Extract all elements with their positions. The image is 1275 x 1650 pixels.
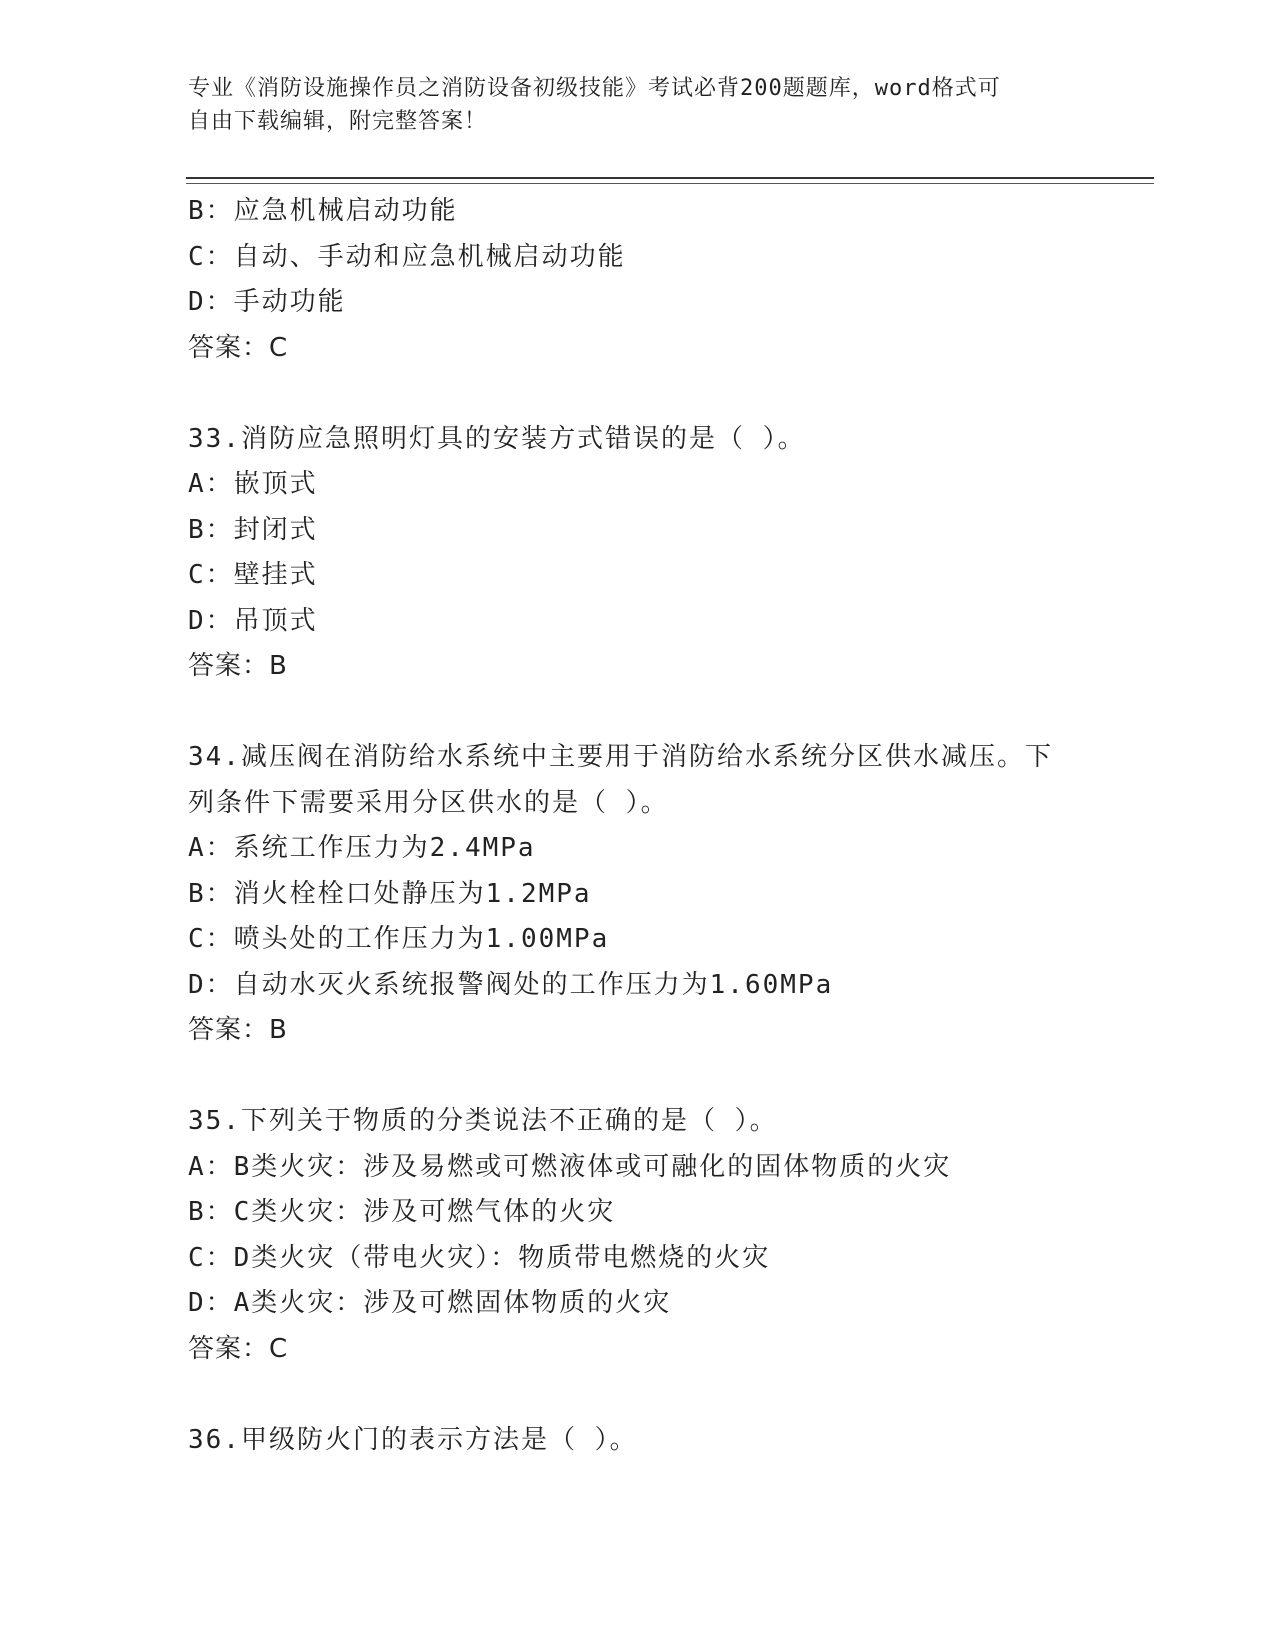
question-stem-continued: 列条件下需要采用分区供水的是（ ）。	[188, 787, 669, 818]
option-d: D：吊顶式	[188, 605, 318, 636]
option-a: A：系统工作压力为2.4MPa	[188, 833, 536, 863]
header-rule-thin	[186, 183, 1154, 184]
question-34	[188, 735, 1088, 1054]
answer-line: 答案：C	[188, 332, 289, 363]
option-b: B：封闭式	[188, 514, 318, 545]
spacer	[188, 690, 1088, 736]
question-stem: 34.减压阀在消防给水系统中主要用于消防给水系统分区供水减压。下	[188, 742, 1053, 772]
option-c: C：喷头处的工作压力为1.00MPa	[188, 924, 610, 954]
option-b: B：应急机械启动功能	[188, 196, 458, 226]
answer-line: 答案：B	[188, 651, 288, 681]
option-d: D：A类火灾：涉及可燃固体物质的火灾	[188, 1288, 672, 1318]
header-line-2: 自由下载编辑，附完整答案！	[188, 109, 488, 134]
question-stem: 33.消防应急照明灯具的安装方式错误的是（ ）。	[188, 423, 806, 454]
option-c: C：自动、手动和应急机械启动功能	[188, 241, 626, 272]
option-b: B：消火栓栓口处静压为1.2MPa	[188, 878, 592, 909]
header-line-1: 专业《消防设施操作员之消防设备初级技能》考试必背200题题库，word格式可	[188, 76, 1001, 101]
question-stem: 36.甲级防火门的表示方法是（ ）。	[188, 1424, 638, 1455]
spacer	[188, 1372, 1088, 1418]
question-35	[188, 1099, 1088, 1372]
answer-line: 答案：C	[188, 1333, 289, 1364]
option-d: D：手动功能	[188, 287, 346, 317]
question-list	[188, 189, 1088, 1463]
spacer	[188, 371, 1088, 417]
option-d: D：自动水灭火系统报警阀处的工作压力为1.60MPa	[188, 969, 834, 1000]
option-c: C：D类火灾（带电火灾）：物质带电燃烧的火灾	[188, 1242, 771, 1273]
question-36	[188, 1418, 1088, 1464]
answer-line: 答案：B	[188, 1015, 288, 1045]
question-stem: 35.下列关于物质的分类说法不正确的是（ ）。	[188, 1106, 778, 1136]
question-33	[188, 417, 1088, 690]
document-header	[188, 72, 1068, 138]
option-a: A：B类火灾：涉及易燃或可燃液体或可融化的固体物质的火灾	[188, 1151, 952, 1182]
option-b: B：C类火灾：涉及可燃气体的火灾	[188, 1197, 616, 1227]
option-c: C：壁挂式	[188, 560, 318, 590]
question-32-continued	[188, 189, 1088, 371]
spacer	[188, 1054, 1088, 1100]
header-rule-thick	[186, 177, 1154, 179]
option-a: A：嵌顶式	[188, 469, 318, 499]
